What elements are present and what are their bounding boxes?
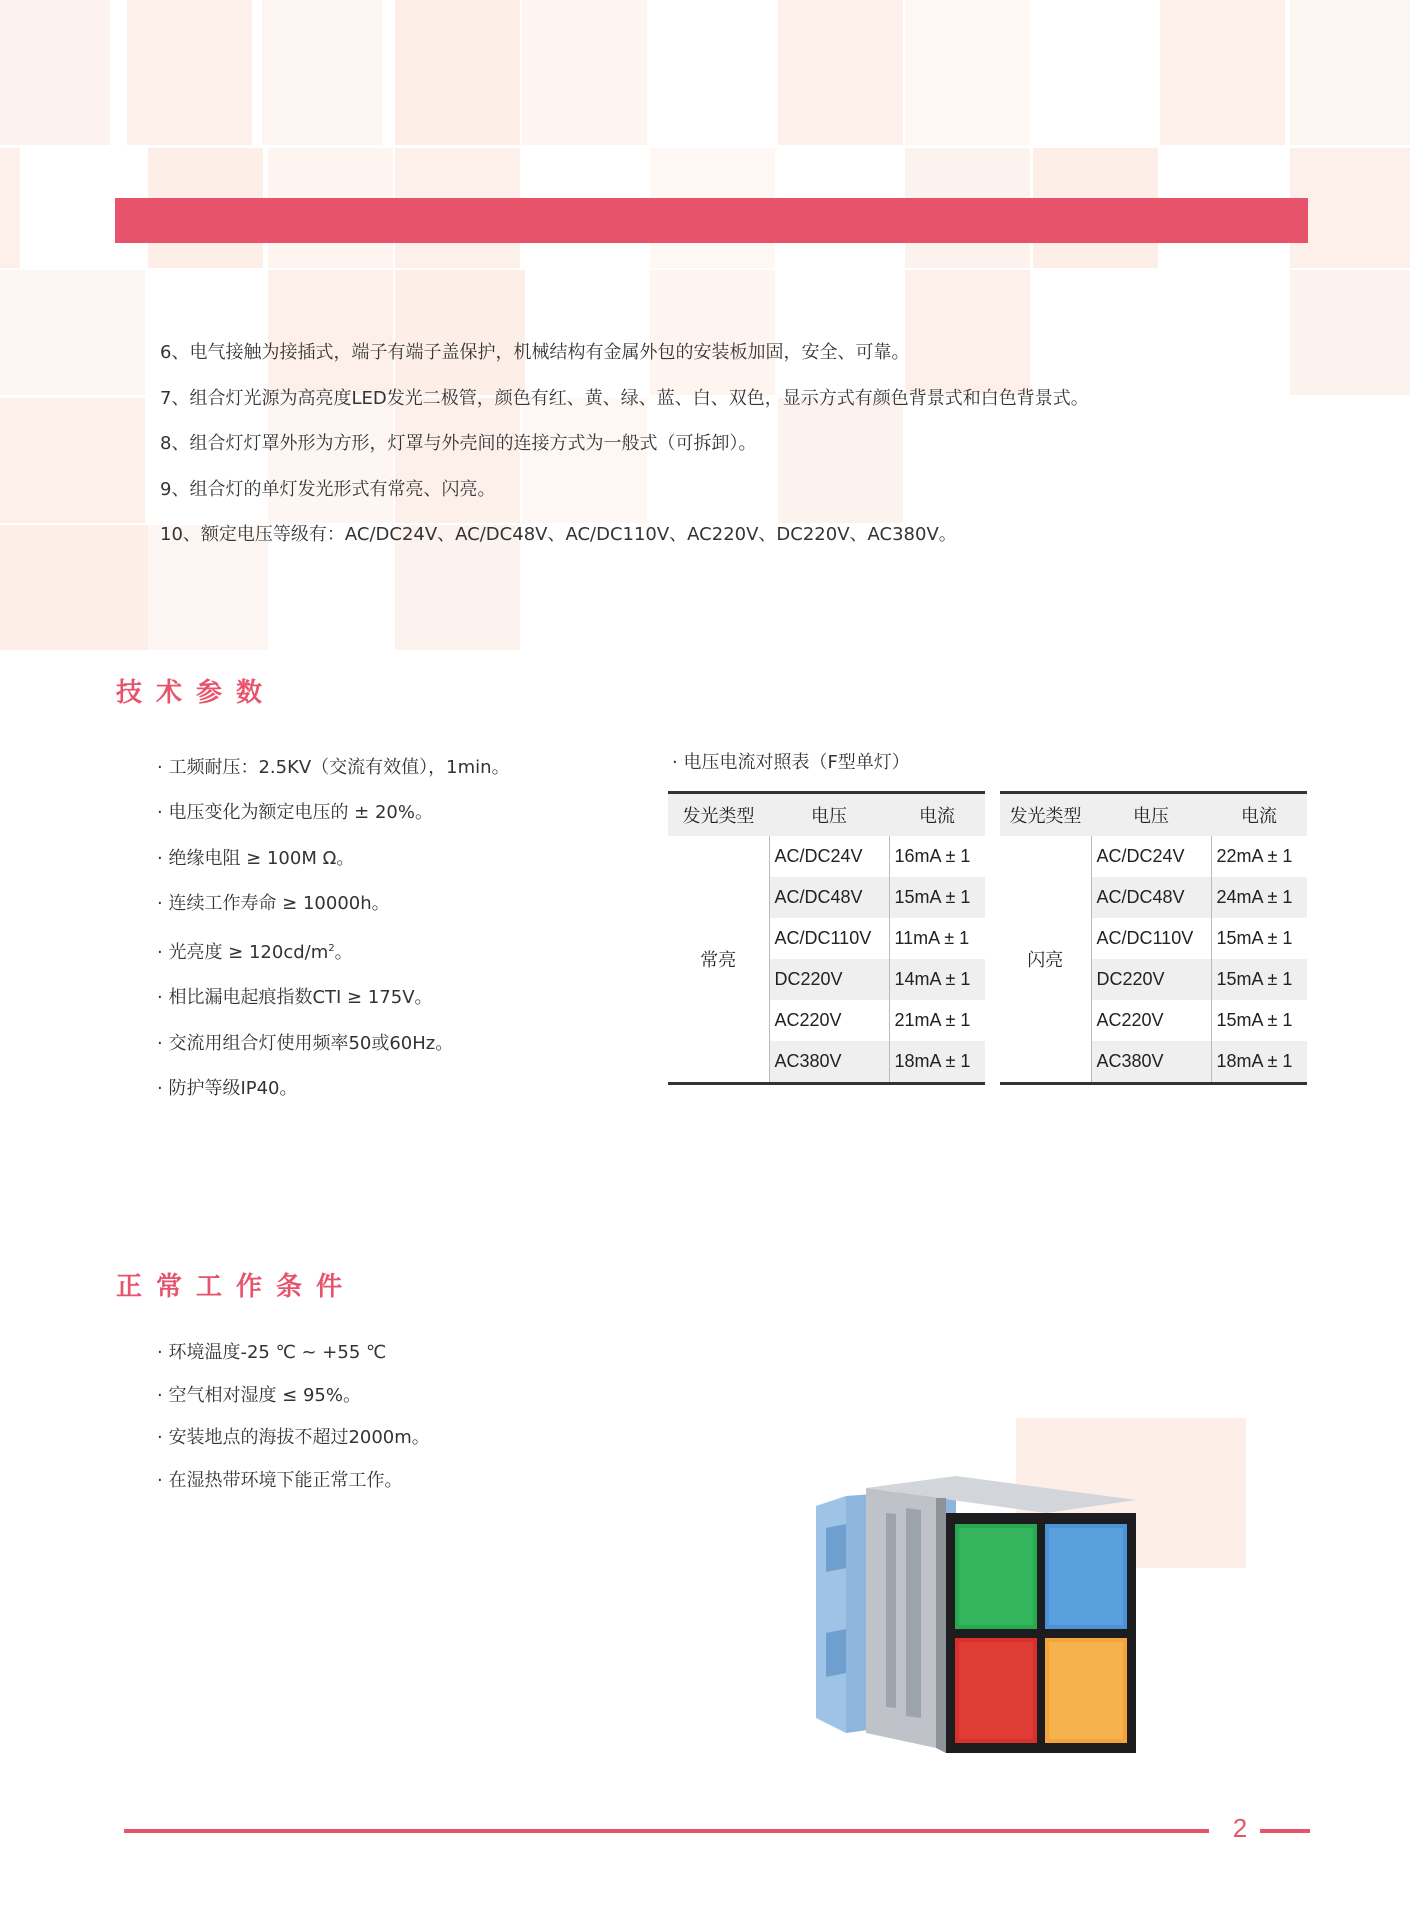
- voltage-cell: AC/DC48V: [1091, 877, 1211, 918]
- header-voltage: 电压: [769, 793, 889, 837]
- brightness-text: · 光亮度 ≥ 120cd/m: [157, 942, 329, 964]
- current-cell: 18mA ± 1: [1211, 1041, 1307, 1084]
- current-cell: 24mA ± 1: [1211, 877, 1307, 918]
- condition-item: · 在湿热带环境下能正常工作。: [157, 1469, 403, 1491]
- background-tile: [0, 270, 145, 395]
- footer-line: [124, 1829, 1209, 1833]
- background-tile: [1160, 0, 1285, 145]
- brightness-superscript: 2: [328, 943, 335, 955]
- spec-item: · 连续工作寿命 ≥ 10000h。: [157, 892, 390, 914]
- background-tile: [395, 0, 520, 145]
- voltage-cell: AC/DC24V: [769, 836, 889, 877]
- background-tile: [0, 398, 145, 523]
- spec-item: · 工频耐压：2.5KV（交流有效值），1min。: [157, 757, 510, 778]
- current-cell: 15mA ± 1: [1211, 959, 1307, 1000]
- voltage-cell: AC/DC24V: [1091, 836, 1211, 877]
- spec-item: · 交流用组合灯使用频率50或60Hz。: [157, 1032, 454, 1054]
- background-tile: [0, 0, 110, 145]
- header-current: 电流: [1211, 793, 1307, 837]
- current-cell: 21mA ± 1: [894, 1010, 971, 1030]
- background-tile: [778, 0, 903, 145]
- table-row: [668, 836, 985, 877]
- background-tile: [262, 0, 382, 145]
- background-tile: [0, 525, 148, 650]
- current-cell: 14mA ± 1: [889, 959, 985, 1000]
- light-type-cell: 常亮: [668, 836, 769, 1084]
- feature-list: [160, 330, 1089, 558]
- feature-item: 6、电气接触为接插式，端子有端子盖保护，机械结构有金属外包的安装板加固，安全、可靠。: [160, 342, 910, 363]
- voltage-cell: AC380V: [769, 1041, 889, 1084]
- feature-item: 10、额定电压等级有：AC/DC24V、AC/DC48V、AC/DC110V、AC220V、DC220V、AC380V。: [160, 524, 957, 545]
- page-number: 2: [1232, 1813, 1248, 1843]
- header-voltage: 电压: [1091, 793, 1211, 837]
- current-cell: 16mA ± 1: [894, 846, 971, 866]
- feature-item: 8、组合灯灯罩外形为方形，灯罩与外壳间的连接方式为一般式（可拆卸）。: [160, 433, 757, 454]
- background-tile: [0, 148, 20, 268]
- housing-side-icon: [866, 1488, 936, 1748]
- condition-item: · 环境温度-25 ℃ ~ +55 ℃: [157, 1342, 387, 1363]
- table-title: · 电压电流对照表（F型单灯）: [672, 752, 910, 773]
- lamp-amber-lens: [1049, 1642, 1123, 1739]
- background-tile: [1290, 0, 1410, 145]
- working-conditions-heading: 正常工作条件: [116, 1272, 357, 1302]
- voltage-cell: AC220V: [769, 1000, 889, 1041]
- tech-params-heading: 技术参数: [116, 678, 277, 708]
- voltage-cell: AC220V: [1091, 1000, 1211, 1041]
- voltage-cell: DC220V: [769, 959, 889, 1000]
- brightness-suffix: 。: [334, 942, 353, 964]
- condition-item: · 空气相对湿度 ≤ 95%。: [157, 1384, 361, 1406]
- spec-item: · 相比漏电起痕指数CTI ≥ 175V。: [157, 987, 433, 1009]
- current-cell: 11mA ± 1: [894, 928, 970, 948]
- feature-item: 7、组合灯光源为高亮度LED发光二极管，颜色有红、黄、绿、蓝、白、双色，显示方式有颜色背景式和白色背景式。: [160, 387, 1089, 409]
- spec-item: · 电压变化为额定电压的 ± 20%。: [157, 802, 433, 824]
- current-cell: 15mA ± 1: [889, 877, 985, 918]
- current-cell: 15mA ± 1: [1216, 1010, 1293, 1030]
- lamp-blue-lens: [1049, 1528, 1123, 1625]
- spec-item: · 绝缘电阻 ≥ 100M Ω。: [157, 847, 355, 869]
- voltage-cell: AC/DC110V: [769, 918, 889, 959]
- table-row: [1000, 836, 1307, 877]
- voltage-cell: AC/DC48V: [769, 877, 889, 918]
- current-cell: 15mA ± 1: [1216, 928, 1293, 948]
- light-type-cell: 闪亮: [1000, 836, 1091, 1084]
- voltage-cell: AC/DC110V: [1091, 918, 1211, 959]
- condition-item: · 安装地点的海拔不超过2000m。: [157, 1427, 430, 1448]
- header-bar: [115, 198, 1308, 243]
- housing-edge-icon: [936, 1498, 946, 1753]
- voltage-cell: AC380V: [1091, 1041, 1211, 1084]
- spec-item: · 防护等级IP40。: [157, 1078, 298, 1100]
- spec-item-brightness: [157, 926, 510, 975]
- header-type: 发光类型: [668, 793, 769, 837]
- current-cell: 18mA ± 1: [889, 1041, 985, 1084]
- background-tile: [127, 0, 252, 145]
- background-tile: [905, 0, 1030, 145]
- spec-list: [157, 745, 510, 1111]
- feature-item: 9、组合灯的单灯发光形式有常亮、闪亮。: [160, 478, 496, 500]
- header-type: 发光类型: [1000, 793, 1091, 837]
- product-image: [806, 1418, 1246, 1788]
- lamp-green-lens: [959, 1528, 1033, 1625]
- header-current: 电流: [889, 793, 985, 837]
- conditions-list: [157, 1332, 430, 1502]
- current-cell: 22mA ± 1: [1216, 846, 1293, 866]
- voltage-cell: DC220V: [1091, 959, 1211, 1000]
- background-tile: [1290, 270, 1410, 395]
- footer-line-end: [1260, 1829, 1310, 1833]
- background-tile: [1290, 148, 1410, 268]
- voltage-current-table-steady: [668, 791, 985, 1085]
- lamp-red-lens: [959, 1642, 1033, 1739]
- background-tile: [522, 0, 647, 145]
- voltage-current-table-flash: [1000, 791, 1307, 1085]
